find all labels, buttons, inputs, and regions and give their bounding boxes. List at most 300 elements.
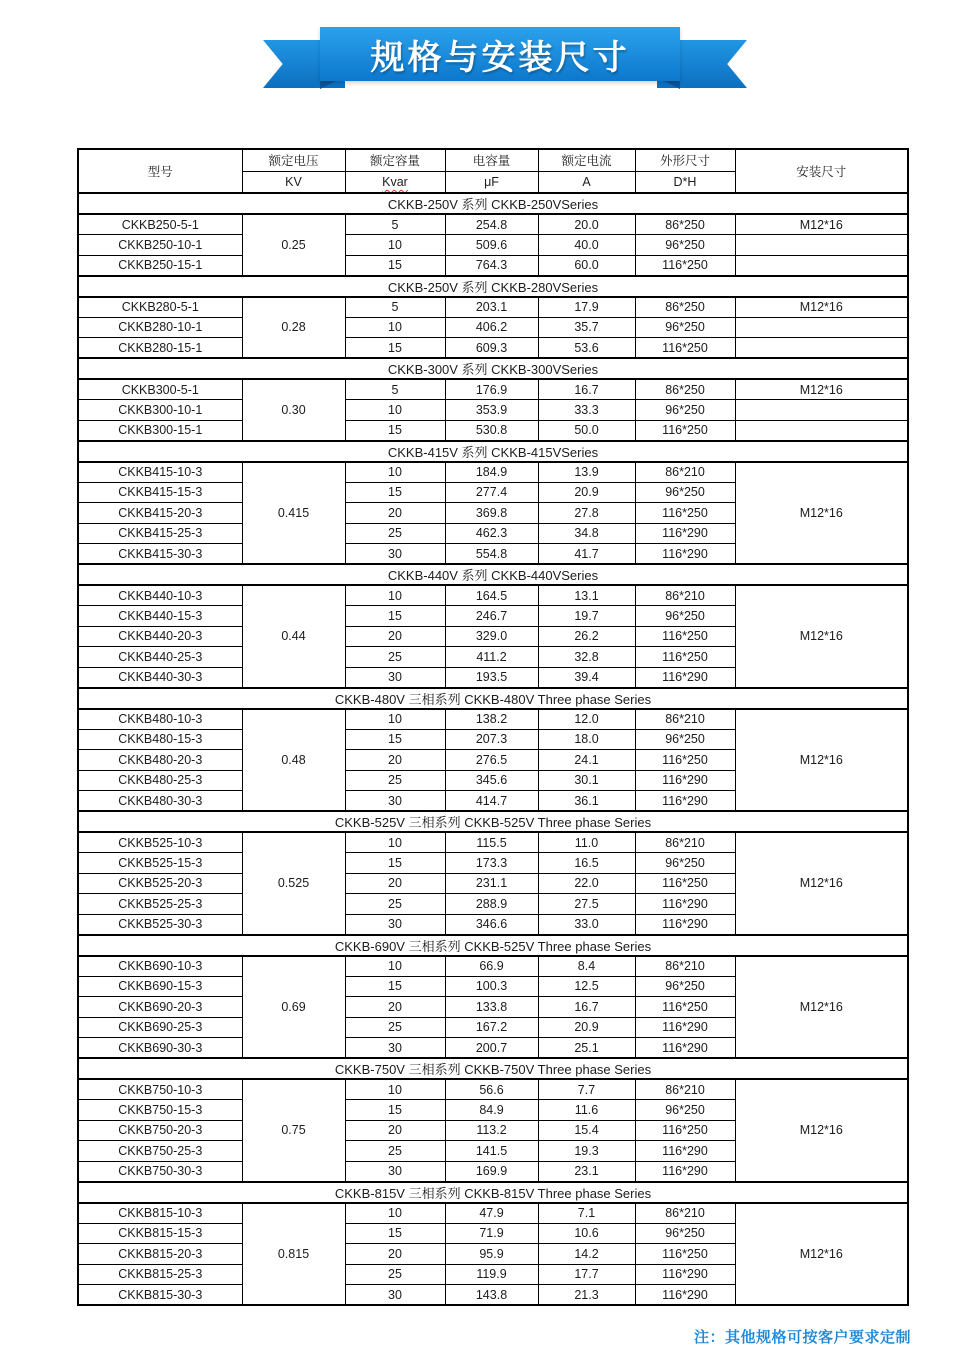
kvar-cell: 30 xyxy=(345,1285,445,1306)
dimension-cell: 116*290 xyxy=(635,667,735,688)
model-cell: CKKB280-15-1 xyxy=(78,338,242,359)
kvar-cell: 25 xyxy=(345,770,445,791)
current-cell: 20.0 xyxy=(538,214,635,235)
kvar-cell: 15 xyxy=(345,853,445,874)
current-cell: 60.0 xyxy=(538,255,635,276)
capacitance-cell: 346.6 xyxy=(445,914,538,935)
capacitance-cell: 133.8 xyxy=(445,997,538,1018)
model-cell: CKKB480-10-3 xyxy=(78,709,242,730)
capacitance-cell: 509.6 xyxy=(445,235,538,256)
kvar-cell: 15 xyxy=(345,729,445,750)
kvar-cell: 25 xyxy=(345,1141,445,1162)
section-title: CKKB-415V 系列 CKKB-415VSeries xyxy=(78,441,908,462)
dimension-cell: 116*250 xyxy=(635,420,735,441)
col-header-rated-voltage: 额定电压 xyxy=(242,149,345,171)
table-row xyxy=(78,379,908,400)
dimension-cell: 96*250 xyxy=(635,1100,735,1121)
voltage-cell: 0.25 xyxy=(242,214,345,276)
dimension-cell: 116*250 xyxy=(635,1244,735,1265)
model-cell: CKKB750-15-3 xyxy=(78,1100,242,1121)
section-title: CKKB-480V 三相系列 CKKB-480V Three phase Series xyxy=(78,688,908,709)
model-cell: CKKB690-20-3 xyxy=(78,997,242,1018)
kvar-cell: 15 xyxy=(345,976,445,997)
kvar-cell: 15 xyxy=(345,482,445,503)
current-cell: 13.9 xyxy=(538,462,635,483)
capacitance-cell: 56.6 xyxy=(445,1079,538,1100)
current-cell: 12.0 xyxy=(538,709,635,730)
model-cell: CKKB415-20-3 xyxy=(78,503,242,524)
dimension-cell: 116*290 xyxy=(635,1038,735,1059)
kvar-cell: 20 xyxy=(345,1244,445,1265)
dimension-cell: 116*250 xyxy=(635,1120,735,1141)
model-cell: CKKB415-30-3 xyxy=(78,544,242,565)
capacitance-cell: 167.2 xyxy=(445,1017,538,1038)
current-cell: 22.0 xyxy=(538,873,635,894)
mount-cell: M12*16 xyxy=(735,379,908,400)
current-cell: 50.0 xyxy=(538,420,635,441)
model-cell: CKKB440-30-3 xyxy=(78,667,242,688)
current-cell: 23.1 xyxy=(538,1161,635,1182)
current-cell: 30.1 xyxy=(538,770,635,791)
model-cell: CKKB750-25-3 xyxy=(78,1141,242,1162)
current-cell: 26.2 xyxy=(538,626,635,647)
capacitance-cell: 95.9 xyxy=(445,1244,538,1265)
dimension-cell: 116*290 xyxy=(635,791,735,812)
kvar-cell: 5 xyxy=(345,214,445,235)
kvar-cell: 25 xyxy=(345,1264,445,1285)
dimension-cell: 116*290 xyxy=(635,1264,735,1285)
kvar-cell: 30 xyxy=(345,791,445,812)
kvar-cell: 30 xyxy=(345,667,445,688)
capacitance-cell: 84.9 xyxy=(445,1100,538,1121)
kvar-cell: 10 xyxy=(345,1079,445,1100)
kvar-cell: 10 xyxy=(345,956,445,977)
kvar-cell: 15 xyxy=(345,255,445,276)
dimension-cell: 116*290 xyxy=(635,544,735,565)
capacitance-cell: 329.0 xyxy=(445,626,538,647)
current-cell: 27.8 xyxy=(538,503,635,524)
current-cell: 20.9 xyxy=(538,1017,635,1038)
capacitance-cell: 113.2 xyxy=(445,1120,538,1141)
dimension-cell: 116*290 xyxy=(635,1161,735,1182)
current-cell: 17.7 xyxy=(538,1264,635,1285)
model-cell: CKKB440-25-3 xyxy=(78,647,242,668)
section-header-row xyxy=(78,1182,908,1203)
current-cell: 10.6 xyxy=(538,1223,635,1244)
voltage-cell: 0.69 xyxy=(242,956,345,1059)
voltage-cell: 0.28 xyxy=(242,297,345,359)
current-cell: 32.8 xyxy=(538,647,635,668)
voltage-cell: 0.525 xyxy=(242,832,345,935)
kvar-cell: 5 xyxy=(345,297,445,318)
kvar-cell: 20 xyxy=(345,750,445,771)
capacitance-cell: 231.1 xyxy=(445,873,538,894)
current-cell: 12.5 xyxy=(538,976,635,997)
dimension-cell: 116*250 xyxy=(635,338,735,359)
model-cell: CKKB480-30-3 xyxy=(78,791,242,812)
dimension-cell: 96*250 xyxy=(635,400,735,421)
dimension-cell: 116*250 xyxy=(635,255,735,276)
current-cell: 16.7 xyxy=(538,379,635,400)
dimension-cell: 86*250 xyxy=(635,297,735,318)
model-cell: CKKB440-15-3 xyxy=(78,606,242,627)
capacitance-cell: 411.2 xyxy=(445,647,538,668)
section-header-row xyxy=(78,276,908,297)
model-cell: CKKB525-20-3 xyxy=(78,873,242,894)
table-row xyxy=(78,420,908,441)
kvar-cell: 20 xyxy=(345,1120,445,1141)
kvar-cell: 20 xyxy=(345,503,445,524)
mount-cell: M12*16 xyxy=(735,956,908,1059)
dimension-cell: 96*250 xyxy=(635,235,735,256)
mount-cell: M12*16 xyxy=(735,709,908,812)
capacitance-cell: 173.3 xyxy=(445,853,538,874)
capacitance-cell: 143.8 xyxy=(445,1285,538,1306)
kvar-cell: 25 xyxy=(345,894,445,915)
dimension-cell: 86*210 xyxy=(635,709,735,730)
model-cell: CKKB300-5-1 xyxy=(78,379,242,400)
capacitance-cell: 141.5 xyxy=(445,1141,538,1162)
unit-a: A xyxy=(538,171,635,193)
model-cell: CKKB750-10-3 xyxy=(78,1079,242,1100)
ribbon-band xyxy=(320,27,680,81)
table-row xyxy=(78,297,908,318)
col-header-dimensions: 外形尺寸 xyxy=(635,149,735,171)
current-cell: 16.5 xyxy=(538,853,635,874)
model-cell: CKKB525-30-3 xyxy=(78,914,242,935)
dimension-cell: 116*290 xyxy=(635,523,735,544)
current-cell: 41.7 xyxy=(538,544,635,565)
voltage-cell: 0.415 xyxy=(242,462,345,565)
table-row xyxy=(78,462,908,483)
model-cell: CKKB440-20-3 xyxy=(78,626,242,647)
section-header-row xyxy=(78,688,908,709)
current-cell: 53.6 xyxy=(538,338,635,359)
unit-kv: KV xyxy=(242,171,345,193)
mount-cell: M12*16 xyxy=(735,1079,908,1182)
col-header-rated-current: 额定电流 xyxy=(538,149,635,171)
page-title: 规格与安装尺寸 xyxy=(370,38,630,77)
section-header-row xyxy=(78,564,908,585)
table-row xyxy=(78,400,908,421)
mount-cell: M12*16 xyxy=(735,585,908,688)
model-cell: CKKB480-20-3 xyxy=(78,750,242,771)
capacitance-cell: 184.9 xyxy=(445,462,538,483)
model-cell: CKKB415-25-3 xyxy=(78,523,242,544)
table-row xyxy=(78,832,908,853)
voltage-cell: 0.815 xyxy=(242,1203,345,1306)
kvar-cell: 30 xyxy=(345,1038,445,1059)
dimension-cell: 116*250 xyxy=(635,873,735,894)
model-cell: CKKB280-10-1 xyxy=(78,317,242,338)
current-cell: 34.8 xyxy=(538,523,635,544)
section-title: CKKB-750V 三相系列 CKKB-750V Three phase Series xyxy=(78,1058,908,1079)
current-cell: 20.9 xyxy=(538,482,635,503)
current-cell: 39.4 xyxy=(538,667,635,688)
dimension-cell: 116*250 xyxy=(635,997,735,1018)
kvar-cell: 15 xyxy=(345,338,445,359)
mount-cell xyxy=(735,255,908,276)
model-cell: CKKB440-10-3 xyxy=(78,585,242,606)
model-cell: CKKB415-15-3 xyxy=(78,482,242,503)
kvar-cell: 25 xyxy=(345,523,445,544)
current-cell: 25.1 xyxy=(538,1038,635,1059)
unit-uf: μF xyxy=(445,171,538,193)
model-cell: CKKB690-25-3 xyxy=(78,1017,242,1038)
kvar-cell: 10 xyxy=(345,709,445,730)
dimension-cell: 96*250 xyxy=(635,976,735,997)
capacitance-cell: 530.8 xyxy=(445,420,538,441)
capacitance-cell: 71.9 xyxy=(445,1223,538,1244)
kvar-cell: 20 xyxy=(345,997,445,1018)
current-cell: 40.0 xyxy=(538,235,635,256)
table-row xyxy=(78,709,908,730)
current-cell: 14.2 xyxy=(538,1244,635,1265)
capacitance-cell: 203.1 xyxy=(445,297,538,318)
kvar-cell: 20 xyxy=(345,873,445,894)
dimension-cell: 86*250 xyxy=(635,379,735,400)
current-cell: 36.1 xyxy=(538,791,635,812)
current-cell: 11.6 xyxy=(538,1100,635,1121)
model-cell: CKKB750-20-3 xyxy=(78,1120,242,1141)
current-cell: 27.5 xyxy=(538,894,635,915)
capacitance-cell: 169.9 xyxy=(445,1161,538,1182)
kvar-cell: 30 xyxy=(345,1161,445,1182)
current-cell: 7.1 xyxy=(538,1203,635,1224)
model-cell: CKKB815-20-3 xyxy=(78,1244,242,1265)
capacitance-cell: 345.6 xyxy=(445,770,538,791)
mount-cell: M12*16 xyxy=(735,1203,908,1306)
kvar-cell: 30 xyxy=(345,544,445,565)
dimension-cell: 116*290 xyxy=(635,1017,735,1038)
model-cell: CKKB525-25-3 xyxy=(78,894,242,915)
capacitance-cell: 207.3 xyxy=(445,729,538,750)
dimension-cell: 96*250 xyxy=(635,606,735,627)
mount-cell: M12*16 xyxy=(735,462,908,565)
col-header-capacitance: 电容量 xyxy=(445,149,538,171)
model-cell: CKKB300-15-1 xyxy=(78,420,242,441)
kvar-cell: 5 xyxy=(345,379,445,400)
unit-dh: D*H xyxy=(635,171,735,193)
unit-kvar: Kvar xyxy=(345,171,445,193)
dimension-cell: 116*290 xyxy=(635,1285,735,1306)
table-row xyxy=(78,1203,908,1224)
section-header-row xyxy=(78,193,908,214)
current-cell: 11.0 xyxy=(538,832,635,853)
model-cell: CKKB250-15-1 xyxy=(78,255,242,276)
dimension-cell: 96*250 xyxy=(635,482,735,503)
kvar-cell: 10 xyxy=(345,317,445,338)
dimension-cell: 86*250 xyxy=(635,214,735,235)
capacitance-cell: 100.3 xyxy=(445,976,538,997)
mount-cell xyxy=(735,317,908,338)
current-cell: 7.7 xyxy=(538,1079,635,1100)
section-title: CKKB-815V 三相系列 CKKB-815V Three phase Series xyxy=(78,1182,908,1203)
capacitance-cell: 200.7 xyxy=(445,1038,538,1059)
kvar-cell: 20 xyxy=(345,626,445,647)
voltage-cell: 0.48 xyxy=(242,709,345,812)
capacitance-cell: 414.7 xyxy=(445,791,538,812)
voltage-cell: 0.44 xyxy=(242,585,345,688)
kvar-cell: 15 xyxy=(345,1223,445,1244)
capacitance-cell: 115.5 xyxy=(445,832,538,853)
table-row xyxy=(78,338,908,359)
model-cell: CKKB690-30-3 xyxy=(78,1038,242,1059)
section-header-row xyxy=(78,358,908,379)
dimension-cell: 116*250 xyxy=(635,750,735,771)
section-title: CKKB-300V 系列 CKKB-300VSeries xyxy=(78,358,908,379)
title-ribbon xyxy=(0,0,977,110)
current-cell: 17.9 xyxy=(538,297,635,318)
capacitance-cell: 138.2 xyxy=(445,709,538,730)
table-row xyxy=(78,214,908,235)
dimension-cell: 96*250 xyxy=(635,853,735,874)
header-row-names xyxy=(78,149,908,171)
current-cell: 15.4 xyxy=(538,1120,635,1141)
dimension-cell: 96*250 xyxy=(635,729,735,750)
kvar-cell: 10 xyxy=(345,585,445,606)
current-cell: 13.1 xyxy=(538,585,635,606)
kvar-cell: 15 xyxy=(345,606,445,627)
capacitance-cell: 66.9 xyxy=(445,956,538,977)
dimension-cell: 116*290 xyxy=(635,770,735,791)
spec-table-body xyxy=(78,193,908,1305)
dimension-cell: 116*290 xyxy=(635,1141,735,1162)
kvar-cell: 10 xyxy=(345,1203,445,1224)
current-cell: 16.7 xyxy=(538,997,635,1018)
section-title: CKKB-250V 系列 CKKB-280VSeries xyxy=(78,276,908,297)
dimension-cell: 86*210 xyxy=(635,956,735,977)
current-cell: 18.0 xyxy=(538,729,635,750)
mount-cell: M12*16 xyxy=(735,832,908,935)
current-cell: 35.7 xyxy=(538,317,635,338)
capacitance-cell: 764.3 xyxy=(445,255,538,276)
model-cell: CKKB525-10-3 xyxy=(78,832,242,853)
model-cell: CKKB525-15-3 xyxy=(78,853,242,874)
col-header-model: 型号 xyxy=(78,149,242,193)
table-row xyxy=(78,255,908,276)
model-cell: CKKB690-10-3 xyxy=(78,956,242,977)
capacitance-cell: 609.3 xyxy=(445,338,538,359)
dimension-cell: 86*210 xyxy=(635,585,735,606)
capacitance-cell: 353.9 xyxy=(445,400,538,421)
dimension-cell: 86*210 xyxy=(635,462,735,483)
model-cell: CKKB815-30-3 xyxy=(78,1285,242,1306)
kvar-cell: 10 xyxy=(345,235,445,256)
table-row xyxy=(78,1079,908,1100)
capacitance-cell: 276.5 xyxy=(445,750,538,771)
capacitance-cell: 246.7 xyxy=(445,606,538,627)
section-header-row xyxy=(78,441,908,462)
model-cell: CKKB250-10-1 xyxy=(78,235,242,256)
table-row xyxy=(78,585,908,606)
kvar-cell: 30 xyxy=(345,914,445,935)
col-header-mounting: 安装尺寸 xyxy=(735,149,908,193)
capacitance-cell: 176.9 xyxy=(445,379,538,400)
current-cell: 24.1 xyxy=(538,750,635,771)
table-row xyxy=(78,317,908,338)
model-cell: CKKB480-15-3 xyxy=(78,729,242,750)
model-cell: CKKB415-10-3 xyxy=(78,462,242,483)
footer-note: 注：其他规格可按客户要求定制 xyxy=(693,1329,911,1346)
mount-cell xyxy=(735,338,908,359)
mount-cell xyxy=(735,235,908,256)
section-title: CKKB-250V 系列 CKKB-250VSeries xyxy=(78,193,908,214)
current-cell: 19.7 xyxy=(538,606,635,627)
dimension-cell: 86*210 xyxy=(635,832,735,853)
kvar-cell: 10 xyxy=(345,400,445,421)
dimension-cell: 96*250 xyxy=(635,1223,735,1244)
section-title: CKKB-440V 系列 CKKB-440VSeries xyxy=(78,564,908,585)
kvar-cell: 10 xyxy=(345,832,445,853)
section-header-row xyxy=(78,935,908,956)
current-cell: 8.4 xyxy=(538,956,635,977)
section-header-row xyxy=(78,1058,908,1079)
mount-cell: M12*16 xyxy=(735,214,908,235)
section-title: CKKB-690V 三相系列 CKKB-525V Three phase Series xyxy=(78,935,908,956)
dimension-cell: 116*250 xyxy=(635,626,735,647)
model-cell: CKKB815-15-3 xyxy=(78,1223,242,1244)
capacitance-cell: 462.3 xyxy=(445,523,538,544)
kvar-cell: 15 xyxy=(345,1100,445,1121)
kvar-cell: 15 xyxy=(345,420,445,441)
model-cell: CKKB250-5-1 xyxy=(78,214,242,235)
dimension-cell: 116*290 xyxy=(635,914,735,935)
dimension-cell: 116*290 xyxy=(635,894,735,915)
capacitance-cell: 164.5 xyxy=(445,585,538,606)
capacitance-cell: 277.4 xyxy=(445,482,538,503)
table-row xyxy=(78,235,908,256)
capacitance-cell: 254.8 xyxy=(445,214,538,235)
voltage-cell: 0.75 xyxy=(242,1079,345,1182)
kvar-cell: 10 xyxy=(345,462,445,483)
model-cell: CKKB750-30-3 xyxy=(78,1161,242,1182)
current-cell: 21.3 xyxy=(538,1285,635,1306)
capacitance-cell: 288.9 xyxy=(445,894,538,915)
current-cell: 19.3 xyxy=(538,1141,635,1162)
spec-table xyxy=(77,148,909,1306)
capacitance-cell: 554.8 xyxy=(445,544,538,565)
section-header-row xyxy=(78,811,908,832)
kvar-cell: 25 xyxy=(345,1017,445,1038)
mount-cell xyxy=(735,400,908,421)
dimension-cell: 86*210 xyxy=(635,1203,735,1224)
col-header-rated-capacity: 额定容量 xyxy=(345,149,445,171)
model-cell: CKKB300-10-1 xyxy=(78,400,242,421)
mount-cell: M12*16 xyxy=(735,297,908,318)
model-cell: CKKB690-15-3 xyxy=(78,976,242,997)
dimension-cell: 116*250 xyxy=(635,647,735,668)
dimension-cell: 96*250 xyxy=(635,317,735,338)
table-row xyxy=(78,956,908,977)
model-cell: CKKB815-10-3 xyxy=(78,1203,242,1224)
section-title: CKKB-525V 三相系列 CKKB-525V Three phase Series xyxy=(78,811,908,832)
capacitance-cell: 406.2 xyxy=(445,317,538,338)
kvar-cell: 25 xyxy=(345,647,445,668)
mount-cell xyxy=(735,420,908,441)
model-cell: CKKB280-5-1 xyxy=(78,297,242,318)
dimension-cell: 86*210 xyxy=(635,1079,735,1100)
dimension-cell: 116*250 xyxy=(635,503,735,524)
model-cell: CKKB480-25-3 xyxy=(78,770,242,791)
model-cell: CKKB815-25-3 xyxy=(78,1264,242,1285)
current-cell: 33.0 xyxy=(538,914,635,935)
capacitance-cell: 369.8 xyxy=(445,503,538,524)
capacitance-cell: 193.5 xyxy=(445,667,538,688)
voltage-cell: 0.30 xyxy=(242,379,345,441)
capacitance-cell: 119.9 xyxy=(445,1264,538,1285)
current-cell: 33.3 xyxy=(538,400,635,421)
